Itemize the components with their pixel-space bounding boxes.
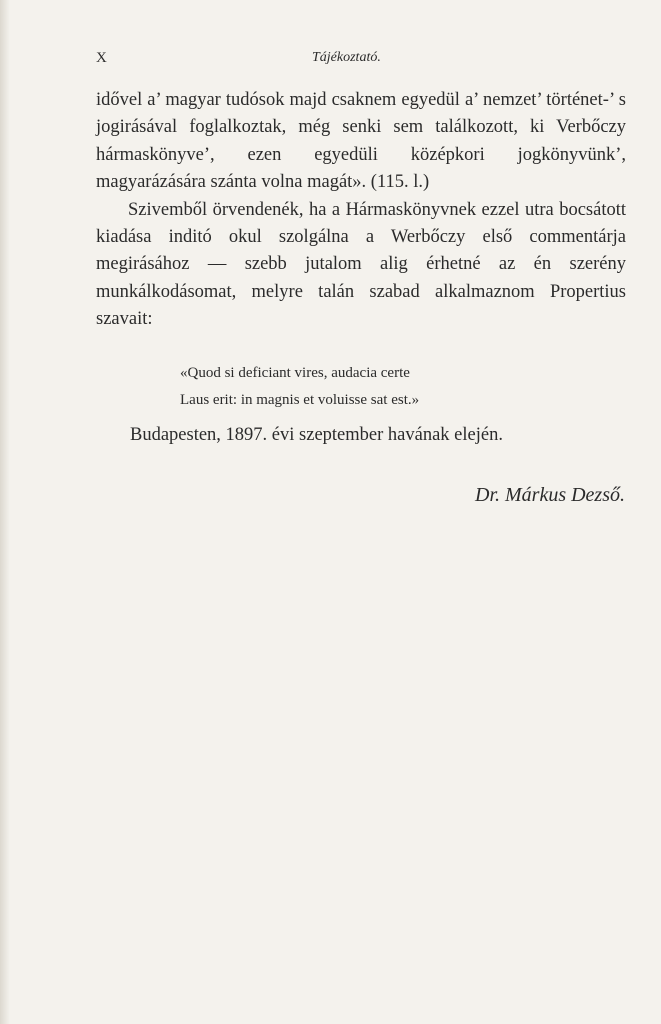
signature: Dr. Márkus Dezső. xyxy=(475,484,625,506)
dateline: Budapesten, 1897. évi szeptember havának elején. xyxy=(130,425,503,445)
page-header xyxy=(96,50,626,72)
page-edge xyxy=(0,0,10,1024)
page-number: X xyxy=(96,50,108,66)
latin-quote xyxy=(180,360,510,414)
quote-line-2: Laus erit: in magnis et voluisse sat est.» xyxy=(180,392,420,408)
running-title: Tájékoztató. xyxy=(312,50,381,65)
quote-line-1: «Quod si deficiant vires, audacia certe xyxy=(180,365,410,381)
paragraph-1: idővel a’ magyar tudósok majd csaknem egyedül a’ nemzet’ történet-’ s jogirásával foglalkoztak, még senki sem találkozott, ki Verbőczy hármaskönyve’, ezen egyedüli középkori jogkönyvünk’, magyarázására szánta volna magát». (115. l.) xyxy=(96,90,626,193)
paragraph-2: Szivemből örvendenék, ha a Hármaskönyvnek ezzel utra bocsátott kiadása inditó okul szolgálna a Werbőczy első commentárja megirásához — szebb jutalom alig érhetné az én szerény munkálkodásomat, melyre talán szabad alkalmaznom Propertius szavait: xyxy=(96,199,626,330)
body-text xyxy=(96,87,626,334)
